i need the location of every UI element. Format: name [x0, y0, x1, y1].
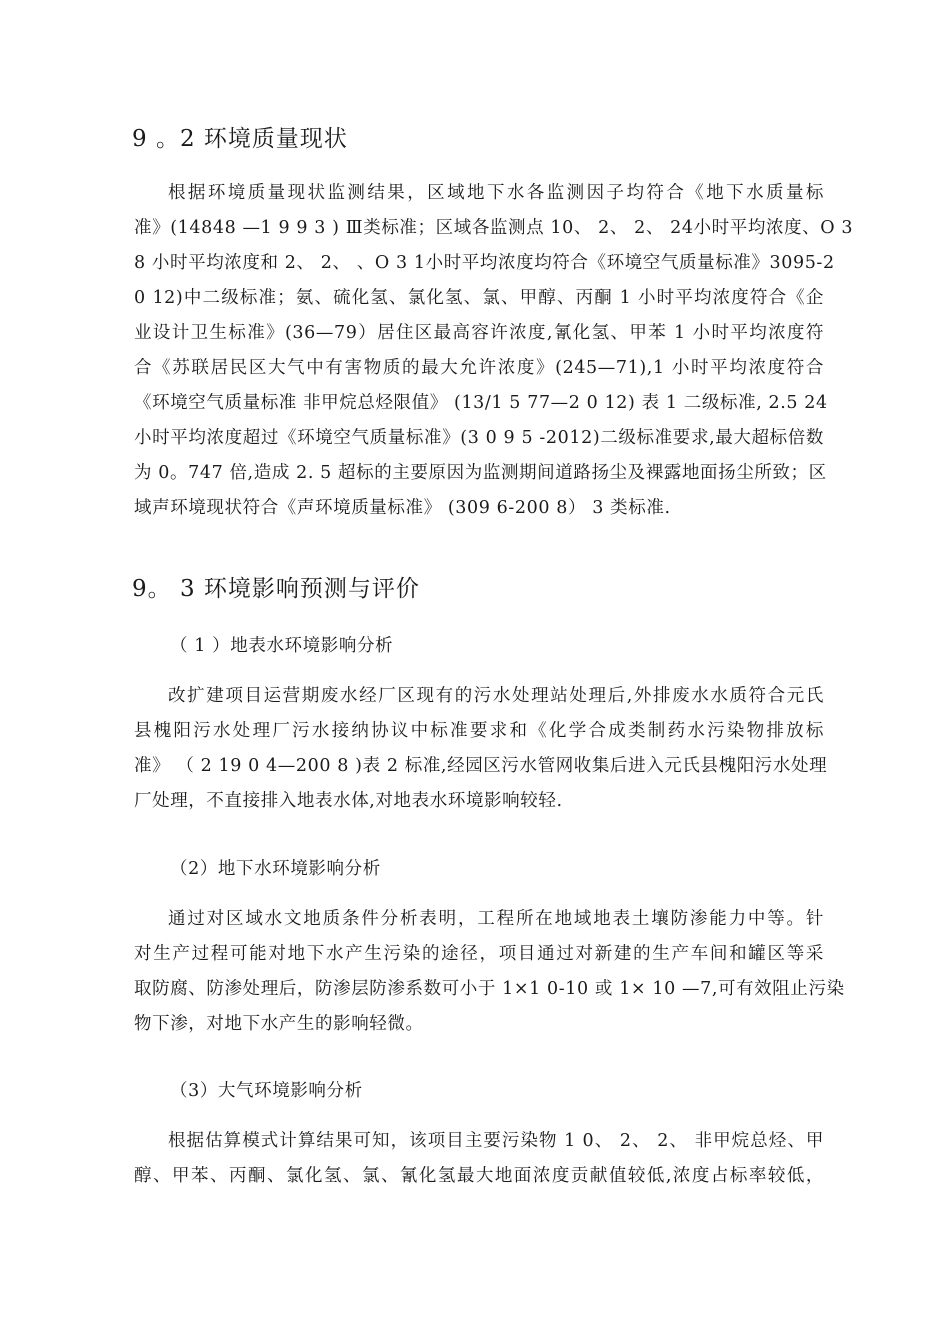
paragraph-line: 对生产过程可能对地下水产生污染的途径，项目通过对新建的生产车间和罐区等采: [134, 944, 824, 964]
paragraph-line: 域声环境现状符合《声环境质量标准》 (309 6-200 8） 3 类标准.: [134, 498, 671, 518]
paragraph-line: 取防腐、防渗处理后，防渗层防渗系数可小于 1×1 0-10 或 1× 10 —7,可有效阻止污染: [134, 979, 845, 999]
paragraph-line: 根据环境质量现状监测结果，区域地下水各监测因子均符合《地下水质量标: [168, 183, 824, 203]
paragraph-line: 8 小时平均浓度和 2、 2、 、O 3 1小时平均浓度均符合《环境空气质量标准》3095-2: [134, 253, 835, 273]
subsection-title-groundwater: （2）地下水环境影响分析: [170, 859, 381, 879]
paragraph-line: 县槐阳污水处理厂污水接纳协议中标准要求和《化学合成类制药水污染物排放标: [134, 721, 824, 741]
section-heading-9-3: 9。 3 环境影响预测与评价: [132, 576, 420, 602]
paragraph-line: 准》(14848 —1 9 9 3 ) Ⅲ类标准；区域各监测点 10、 2、 2、 24小时平均浓度、O 3: [134, 218, 854, 238]
paragraph-line: 厂处理，不直接排入地表水体,对地表水环境影响较轻.: [134, 791, 563, 811]
paragraph-line: 根据估算模式计算结果可知，该项目主要污染物 1 0、 2、 2、 非甲烷总烃、甲: [168, 1131, 824, 1151]
subsection-title-atmosphere: （3）大气环境影响分析: [170, 1081, 363, 1101]
paragraph-line: 小时平均浓度超过《环境空气质量标准》(3 0 9 5 -2012)二级标准要求,最大超标倍数: [134, 428, 824, 448]
paragraph-line: 物下渗，对地下水产生的影响轻微。: [134, 1014, 424, 1034]
paragraph-line: 通过对区域水文地质条件分析表明，工程所在地域地表土壤防渗能力中等。针: [168, 909, 824, 929]
section-heading-9-2: 9 。2 环境质量现状: [132, 126, 348, 152]
paragraph-line: 醇、甲苯、丙酮、氯化氢、氯、氰化氢最大地面浓度贡献值较低,浓度占标率较低，: [134, 1166, 824, 1186]
paragraph-line: 准》 （ 2 19 0 4—200 8 )表 2 标准,经园区污水管网收集后进入元氏县槐阳污水处理: [134, 756, 828, 776]
subsection-title-surface-water: （ 1 ）地表水环境影响分析: [170, 636, 394, 656]
paragraph-line: 0 12)中二级标准；氨、硫化氢、氯化氢、氯、甲醇、丙酮 1 小时平均浓度符合《企: [134, 288, 824, 308]
paragraph-line: 改扩建项目运营期废水经厂区现有的污水处理站处理后,外排废水水质符合元氏: [168, 686, 824, 706]
paragraph-line: 为 0。747 倍,造成 2. 5 超标的主要原因为监测期间道路扬尘及裸露地面扬尘所致；区: [134, 463, 827, 483]
paragraph-line: 业设计卫生标准》(36—79）居住区最高容许浓度,氰化氢、甲苯 1 小时平均浓度符: [134, 323, 824, 343]
paragraph-line: 《环境空气质量标准 非甲烷总烃限值》 (13/1 5 77—2 0 12) 表 1 二级标准, 2.5 24: [134, 393, 828, 413]
paragraph-line: 合《苏联居民区大气中有害物质的最大允许浓度》(245—71),1 小时平均浓度符合: [134, 358, 824, 378]
